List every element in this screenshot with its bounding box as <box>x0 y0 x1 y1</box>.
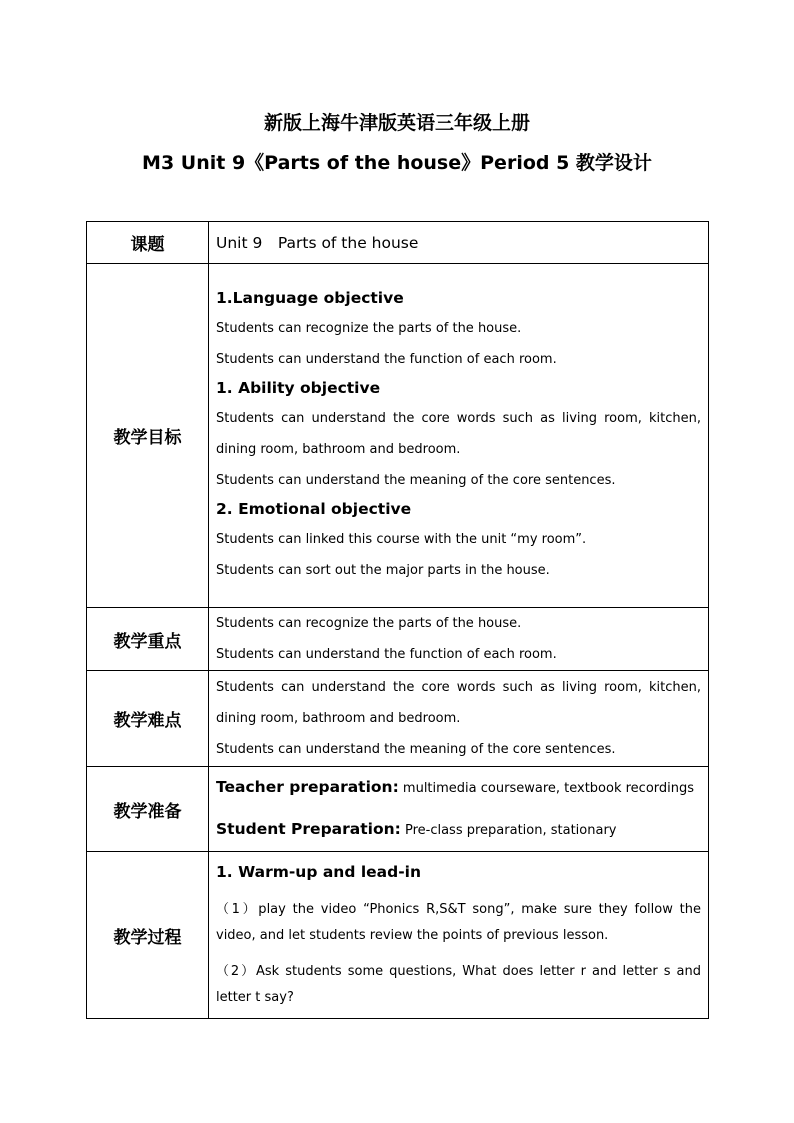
warm-up-heading: 1. Warm-up and lead-in <box>216 863 421 881</box>
process-step: （1）play the video “Phonics R,S&T song”, make sure they follow the video, and let students review the points of previous lesson. <box>216 902 701 943</box>
lesson-plan-table <box>86 221 709 1019</box>
emotional-objective-line: Students can linked this course with the unit “my room”. <box>216 532 587 547</box>
teacher-preparation-value: multimedia courseware, textbook recordings <box>398 781 695 796</box>
emotional-objective-heading: 2. Emotional objective <box>216 500 412 518</box>
process-step: （2）Ask students some questions, What does letter r and letter s and letter t say? <box>216 964 701 1005</box>
emotional-objective-line: Students can sort out the major parts in the house. <box>216 563 550 578</box>
difficulties-cell <box>209 671 709 767</box>
student-preparation-value: Pre-class preparation, stationary <box>400 823 617 838</box>
table-row-topic <box>87 222 709 264</box>
label-key-points: 教学重点 <box>87 608 209 671</box>
table-row-objectives <box>87 264 709 608</box>
key-points-cell <box>209 608 709 671</box>
objectives-cell <box>209 264 709 608</box>
label-topic: 课题 <box>87 222 209 264</box>
teacher-preparation-label: Teacher preparation: <box>216 778 399 796</box>
preparation-cell <box>209 767 709 852</box>
document-title: 新版上海牛津版英语三年级上册 <box>263 112 530 134</box>
table-row-preparation <box>87 767 709 852</box>
process-cell <box>209 852 709 1019</box>
ability-objective-line: Students can understand the core words such as living room, kitchen, dining room, bathroom and bedroom. <box>216 411 701 457</box>
topic-value: Unit 9 Parts of the house <box>216 234 419 252</box>
table-row-key-points <box>87 608 709 671</box>
label-difficulties: 教学难点 <box>87 671 209 767</box>
key-point-line: Students can recognize the parts of the house. <box>216 616 522 631</box>
label-objectives: 教学目标 <box>87 264 209 608</box>
student-preparation <box>216 809 701 851</box>
key-point-line: Students can understand the function of each room. <box>216 647 557 662</box>
document-subtitle: M3 Unit 9《Parts of the house》Period 5 教学设计 <box>142 152 652 174</box>
ability-objective-heading: 1. Ability objective <box>216 379 381 397</box>
ability-objective-line: Students can understand the meaning of the core sentences. <box>216 473 616 488</box>
table-row-process <box>87 852 709 1019</box>
language-objective-line: Students can recognize the parts of the house. <box>216 321 522 336</box>
teacher-preparation <box>216 767 701 809</box>
language-objective-line: Students can understand the function of each room. <box>216 352 557 367</box>
language-objective-heading: 1.Language objective <box>216 289 404 307</box>
student-preparation-label: Student Preparation: <box>216 820 401 838</box>
difficulty-line: Students can understand the core words such as living room, kitchen, dining room, bathroom and bedroom. <box>216 680 701 726</box>
topic-value-cell <box>209 222 709 264</box>
label-process: 教学过程 <box>87 852 209 1019</box>
table-row-difficulties <box>87 671 709 767</box>
label-preparation: 教学准备 <box>87 767 209 852</box>
difficulty-line: Students can understand the meaning of the core sentences. <box>216 742 616 757</box>
